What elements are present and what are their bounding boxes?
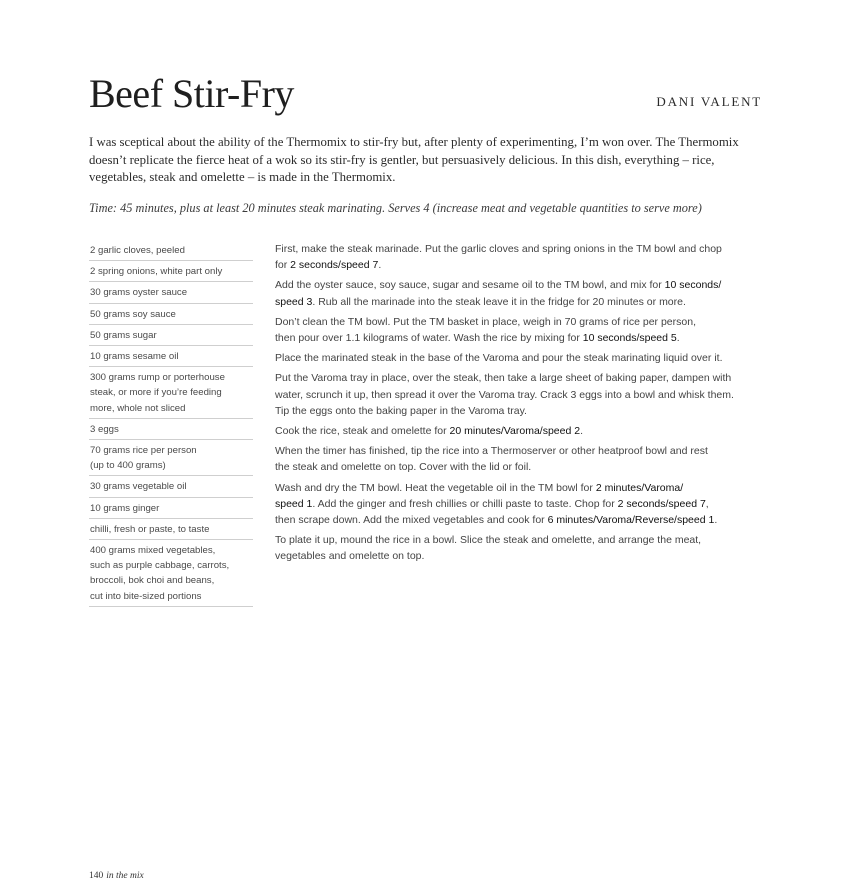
timing-serves-note: Time: 45 minutes, plus at least 20 minutes steak marinating. Serves 4 (increase meat and vegetable quantities to serve more) (89, 201, 702, 215)
method-step-5 (275, 370, 753, 419)
method-step-6 (275, 423, 753, 439)
step-text: Add the oyster sauce, soy sauce, sugar and sesame oil to the TM bowl, and mix for (275, 279, 665, 292)
method-step-4 (275, 350, 753, 366)
step-text: . Rub all the marinade into the steak leave it in the fridge for 20 minutes or more. (312, 295, 686, 308)
step-text: Place the marinated steak in the base of the Varoma and pour the steak marinating liquid over it. (275, 352, 723, 365)
step-text: . (580, 425, 583, 438)
method-step-1 (275, 241, 753, 273)
ingredient-item: 10 grams ginger (89, 498, 253, 519)
recipe-title: Beef Stir-Fry (89, 71, 294, 116)
step-setting: 2 seconds/speed 7 (290, 259, 379, 272)
page-folio (89, 871, 144, 881)
ingredient-item: 2 spring onions, white part only (89, 261, 253, 282)
step-text: . (378, 259, 382, 272)
ingredient-item: 50 grams sugar (89, 325, 253, 346)
step-text: , then scrape down. Add the mixed vegetables and cook for (275, 497, 709, 527)
step-text: . (676, 332, 680, 345)
ingredient-item: 30 grams oyster sauce (89, 282, 253, 303)
method-steps (275, 241, 753, 569)
step-text: Don’t clean the TM bowl. Put the TM basket in place, weigh in 70 grams of rice per person, then pour over 1.1 kilograms of water. Wash the rice by mixing for (275, 315, 696, 345)
step-text: When the timer has finished, tip the rice into a Thermoserver or other heatproof bowl and rest the steak and omelette on top. Cover with the lid or foil. (275, 445, 708, 474)
ingredient-item: 2 garlic cloves, peeled (89, 240, 253, 261)
step-text: . (714, 514, 718, 527)
ingredient-item: 10 grams sesame oil (89, 346, 253, 367)
ingredient-item: chilli, fresh or paste, to taste (89, 519, 253, 540)
ingredient-item: 400 grams mixed vegetables, such as purple cabbage, carrots, broccoli, bok choi and beans, cut into bite-sized portions (89, 540, 253, 607)
author-byline: DANI VALENT (656, 94, 762, 109)
step-text: Wash and dry the TM bowl. Heat the vegetable oil in the TM bowl for (275, 481, 596, 494)
ingredients-list (89, 240, 253, 607)
step-text: . Add the ginger and fresh chillies or chilli paste to taste. Chop for (312, 497, 618, 510)
ingredient-item: 70 grams rice per person (up to 400 grams) (89, 440, 253, 476)
ingredient-item: 50 grams soy sauce (89, 304, 253, 325)
step-setting: 10 seconds/speed 5 (582, 332, 677, 345)
step-setting: 2 minutes/Varoma/ speed 1 (275, 481, 684, 510)
method-step-2 (275, 277, 753, 309)
page-number: 140 (89, 871, 104, 881)
step-text: Put the Varoma tray in place, over the steak, then take a large sheet of baking paper, dampen with water, scrunch it up, then spread it over the Varoma tray. Crack 3 eggs into a bowl and whisk them. Tip the eggs onto the baking paper in the Varoma tray. (275, 372, 734, 417)
step-setting: 2 seconds/speed 7 (617, 497, 706, 510)
ingredient-item: 300 grams rump or porterhouse steak, or more if you’re feeding more, whole not sliced (89, 367, 253, 419)
intro-paragraph: I was sceptical about the ability of the Thermomix to stir-fry but, after plenty of experimenting, I’m won over. The Thermomix doesn’t replicate the fierce heat of a wok so its stir-fry is gentler, but persuasively delicious. In this dish, everything – rice, vegetables, steak and omelette – is made in the Thermomix. (89, 135, 739, 184)
ingredient-item: 30 grams vegetable oil (89, 476, 253, 497)
method-step-9 (275, 532, 753, 564)
step-setting: 20 minutes/Varoma/speed 2 (449, 425, 581, 438)
step-setting: 6 minutes/Varoma/Reverse/speed 1 (547, 514, 715, 527)
step-text: To plate it up, mound the rice in a bowl. Slice the steak and omelette, and arrange the meat, vegetables and omelette on top. (275, 534, 702, 563)
book-title: in the mix (106, 871, 144, 881)
method-step-8 (275, 480, 753, 529)
method-step-3 (275, 314, 753, 346)
step-text: Cook the rice, steak and omelette for (275, 425, 450, 438)
method-step-7 (275, 443, 753, 475)
ingredient-item: 3 eggs (89, 419, 253, 440)
step-text: First, make the steak marinade. Put the garlic cloves and spring onions in the TM bowl and chop for (275, 243, 722, 272)
step-setting: 10 seconds/ speed 3 (275, 279, 722, 308)
